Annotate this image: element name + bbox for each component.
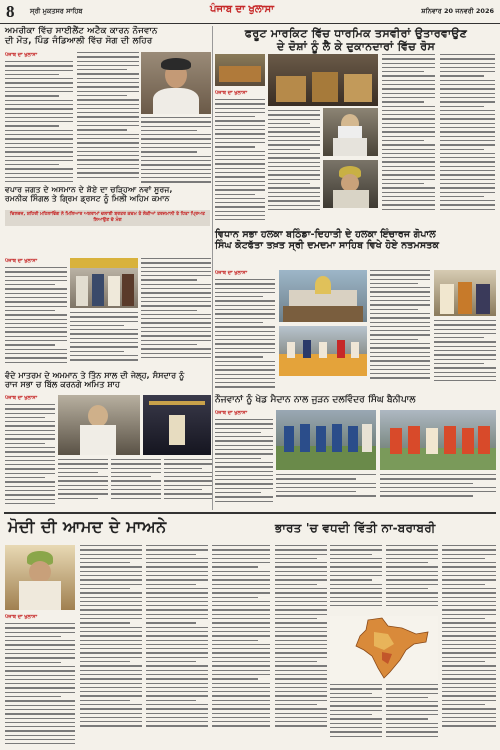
headline-trade [5,186,213,203]
story-column [440,54,495,222]
story-column [77,52,139,182]
fruit-market-photo [215,54,265,86]
story-column [268,110,320,220]
headline-modi: ਮੋਦੀ ਦੀ ਆਮਦ ਦੇ ਮਾਅਨੇ [8,517,167,536]
headline-line: ਸਿੰਘ ਕੋਟਫੱਤਾ ਤਖ਼ਤ ਸ੍ਰੀ ਦਮਦਮਾ ਸਾਹਿਬ ਵਿਖੇ ਹੋਏ ਨਤਮਸਤਕ [215,239,440,251]
story-column [5,258,67,366]
section-divider [4,512,496,514]
story-column [442,545,496,745]
story-column [275,545,327,745]
story-column [80,545,142,745]
date-label: ਸ਼ਨਿਵਾਰ 20 ਜਨਵਰੀ 2026 [421,7,494,15]
story-column [215,90,265,220]
byline: ਪੰਜਾਬ ਦਾ ਖੁਲਾਸਾ [5,614,38,620]
man-photo [323,160,378,208]
story-column [330,684,382,744]
story-column [58,459,108,505]
headline-line: ਦੇ ਦੋਸ਼ਾਂ ਨੂੰ ਲੈ ਕੇ ਦੁਕਾਨਦਾਰਾਂ ਵਿੱਚ ਰੋਸ [276,39,436,53]
column-divider [212,26,213,510]
story-column [5,395,55,505]
headline-line: ਫਰੂਟ ਮਾਰਕਿਟ ਵਿੱਚ ਧਾਰਮਿਕ ਤਸਵੀਰਾਂ ਉਤਾਰਵਾਉਣ [244,27,468,40]
red-subhead-band [5,210,210,226]
story-column [146,545,208,745]
group-photo [70,258,138,308]
gurdwara-photo [279,270,367,322]
masthead [0,0,500,24]
dark-stage-photo [143,395,211,455]
india-map-icon [330,616,438,680]
story-column [434,320,496,390]
story-column [382,54,435,222]
story-column [70,312,138,366]
brand-title: ਪੰਜਾਬ ਦਾ ਖੁਲਾਸਾ [210,4,275,15]
byline: ਪੰਜਾਬ ਦਾ ਖੁਲਾਸਾ [5,258,38,264]
byline: ਪੰਜਾਬ ਦਾ ਖੁਲਾਸਾ [215,270,248,276]
headline-fruit-market [215,28,497,54]
story-column [386,545,438,613]
headline-sports [215,395,497,405]
ceremony-photo [434,270,496,316]
byline: ਪੰਜਾਬ ਦਾ ਖੁਲਾਸਾ [215,410,248,416]
byline: ਪੰਜਾਬ ਦਾ ਖੁਲਾਸਾ [215,90,248,96]
headline-bathinda [215,230,497,252]
crowd-photo [279,326,367,376]
story-column [386,684,438,744]
story-column [164,459,212,505]
story-column [276,474,376,506]
india-map-graphic [330,616,438,680]
story-column [5,52,73,182]
shop-photo [268,54,378,106]
headline-line: ਵਿਧਾਨ ਸਭਾ ਹਲਕਾ ਬਠਿੰਡਾ-ਦਿਹਾਤੀ ਦੇ ਹਲਕਾ ਇੰਚਾਰਜ ਗੋਪਾਲ [215,229,436,240]
story-column [5,614,75,744]
amit-shah-photo [58,395,140,455]
story-column [370,270,430,390]
elder-photo [323,108,378,156]
portrait-photo [141,52,211,114]
players-photo [380,410,496,470]
story-column [215,410,273,505]
story-column [111,459,161,505]
headline-vande-mataram [5,372,213,390]
red-subhead: ਦਿਲਰਜ, ਸ਼ਹਿਰੀ ਮਹਿਲਾਵਿੰਗ ਨੇ ਮਿਲਿਆਰ ਅਸ਼ਰਾਮਾਂ ਚਲਾਈ ਬਰਤਰ ਕਦਮ ਤੋ ਲੋਕੀਆਂ ਤਰਜਮਾਨੀ ਤੇ ਹਿਤਾ ਪ੍ਰਿਅਤ ਲਿਆਉਣ ਦੇ ਮੰਗ [10,212,205,223]
leader-photo [5,545,75,610]
page-number: 8 [6,2,15,21]
story-column [215,270,275,390]
headline-line: ਅਮਰੀਕਾ ਵਿੱਚ ਸਾਈਲੈਂਟ ਅਟੈਕ ਕਾਰਨ ਨੌਜਵਾਨ [5,26,158,36]
headline-line: ਵੰਦੇ ਮਾਤਰਮ ਦੇ ਅਮਮਾਨ ਤੇ ਤਿੰਨ ਸਾਲ ਦੀ ਜੇਲ੍ਹ, ਸੰਸਦਾਰ ਨੂੰ [5,371,185,380]
headline-line: ਦੀ ਮੌਤ, ਪਿੰਡ ਜੰਡਿਆਲੀ ਵਿੱਚ ਸੋਗ ਦੀ ਲਹਿਰ [5,35,153,46]
headline-line: ਰਾਜ ਸਭਾ ਚ ਬਿੱਲ ਕਰਨਗੇ ਅਮਿਤ ਸ਼ਾਹ [5,379,120,389]
story-column [141,117,211,183]
byline: ਪੰਜਾਬ ਦਾ ਖੁਲਾਸਾ [5,52,38,58]
story-column [212,545,270,745]
story-column [141,258,211,366]
headline-line: ਵਪਾਰ ਜਗਤ ਦੇ ਅਸਮਾਨ ਦੇ ਸ਼ੋਏ ਦਾ ਚੜ੍ਹਿਆ ਨਵਾਂ ਸੂਰਜ, [5,185,173,194]
headline-line: ਨੌਜਵਾਨਾਂ ਨੂੰ ਖੇਡ ਮੈਦਾਨ ਨਾਲ ਜੁੜਨ ਦਲਵਿੰਦਰ ਸਿੰਘ ਬੈਨੀਪਾਲ [215,395,416,405]
headline-us-death [5,27,210,47]
team-photo [276,410,376,470]
story-column [380,474,496,506]
story-column [330,545,382,613]
left-label: ਸ੍ਰੀ ਮੁਕਤਸਰ ਸਾਹਿਬ [30,7,83,15]
byline: ਪੰਜਾਬ ਦਾ ਖੁਲਾਸਾ [5,395,38,401]
headline-line: ਰਮਨੀਕ ਸਿੰਗਲ ਤੇ ਗ੍ਰਿਮ ਡ੍ਰਸਟ ਨੂੰ ਮਿਲੀ ਅਹਿਮ ਕਮਾਨ [5,193,170,203]
headline-inequality: ਭਾਰਤ 'ਚ ਵਧਦੀ ਵਿੱਤੀ ਨਾ-ਬਰਾਬਰੀ [275,521,436,535]
